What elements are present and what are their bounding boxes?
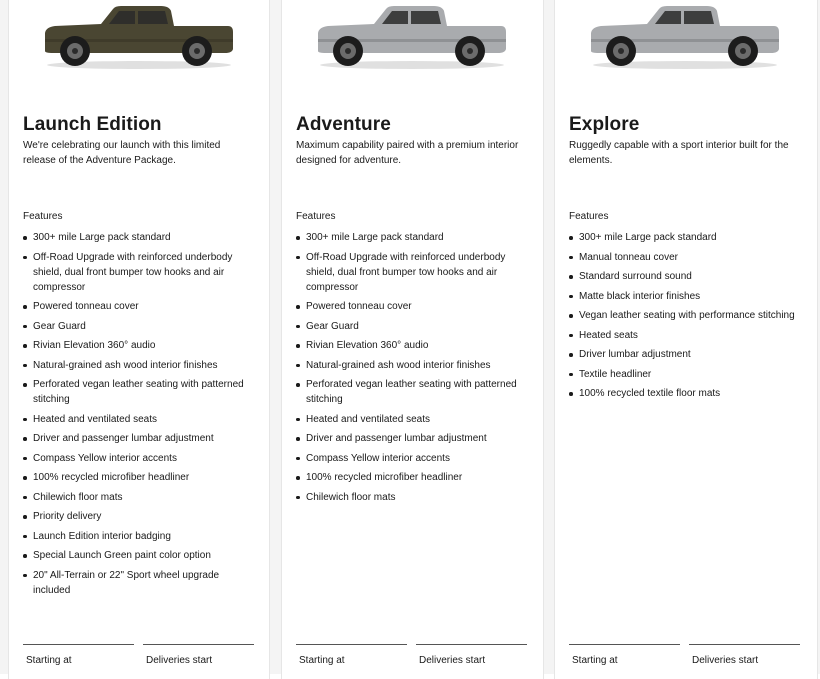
gutter [270,0,281,674]
trim-description: Maximum capability paired with a premium interior designed for adventure. [296,140,519,166]
feature-item: Perforated vegan leather seating with patterned stitching [296,377,532,407]
feature-item: 100% recycled microfiber headliner [23,470,259,485]
trim-title: Explore [569,114,640,135]
divider [569,644,680,645]
features-label: Features [296,211,336,222]
feature-item: Vegan leather seating with performance stitching [569,308,805,323]
features-list [569,230,805,406]
feature-item: Driver and passenger lumbar adjustment [296,431,532,446]
trim-title: Adventure [296,114,391,135]
delivery-info [689,644,800,666]
divider [689,644,800,645]
feature-item: Special Launch Green paint color option [23,548,259,563]
feature-item: Matte black interior finishes [569,289,805,304]
feature-item: Launch Edition interior badging [23,529,259,544]
feature-item: Priority delivery [23,509,259,524]
feature-item: Gear Guard [296,319,532,334]
delivery-info [143,644,254,666]
feature-item: Heated and ventilated seats [23,412,259,427]
feature-item: Manual tonneau cover [569,250,805,265]
deliveries-label: Deliveries start [419,655,486,666]
starting-label: Starting at [26,655,72,666]
features-label: Features [569,211,609,222]
deliveries-label: Deliveries start [146,655,213,666]
feature-item: 100% recycled textile floor mats [569,386,805,401]
divider [23,644,134,645]
feature-item: 300+ mile Large pack standard [23,230,259,245]
feature-item: Natural-grained ash wood interior finishes [23,358,259,373]
trim-description: Ruggedly capable with a sport interior built for the elements. [569,140,789,166]
feature-item: Rivian Elevation 360° audio [23,338,259,353]
feature-item: Off-Road Upgrade with reinforced underbody shield, dual front bumper tow hooks and air compressor [23,250,259,295]
feature-item: Textile headliner [569,367,805,382]
gutter [544,0,554,674]
feature-item: Off-Road Upgrade with reinforced underbody shield, dual front bumper tow hooks and air compressor [296,250,532,295]
starting-price [569,644,680,666]
deliveries-label: Deliveries start [692,655,759,666]
feature-item: 300+ mile Large pack standard [296,230,532,245]
feature-item: Gear Guard [23,319,259,334]
feature-item: Perforated vegan leather seating with patterned stitching [23,377,259,407]
feature-item: 20" All-Terrain or 22" Sport wheel upgrade included [23,568,259,598]
gutter [0,0,8,674]
feature-item: Heated seats [569,328,805,343]
features-list [296,230,532,509]
trim-title: Launch Edition [23,114,162,135]
feature-item: Compass Yellow interior accents [23,451,259,466]
feature-item: 300+ mile Large pack standard [569,230,805,245]
feature-item: Powered tonneau cover [23,299,259,314]
features-label: Features [23,211,63,222]
trim-card-adventure[interactable] [281,0,544,679]
starting-label: Starting at [572,655,618,666]
feature-item: Driver lumbar adjustment [569,347,805,362]
features-list [23,230,259,602]
feature-item: Natural-grained ash wood interior finishes [296,358,532,373]
feature-item: Heated and ventilated seats [296,412,532,427]
feature-item: Compass Yellow interior accents [296,451,532,466]
trim-card-launch-edition[interactable] [8,0,270,679]
truck-image [312,0,512,73]
truck-image [39,0,239,73]
truck-image [585,0,785,73]
feature-item: Rivian Elevation 360° audio [296,338,532,353]
trim-description: We're celebrating our launch with this limited release of the Adventure Package. [23,140,221,166]
trim-card-explore[interactable] [554,0,818,679]
starting-price [23,644,134,666]
starting-price [296,644,407,666]
delivery-info [416,644,527,666]
divider [143,644,254,645]
divider [296,644,407,645]
feature-item: 100% recycled microfiber headliner [296,470,532,485]
feature-item: Standard surround sound [569,269,805,284]
divider [416,644,527,645]
starting-label: Starting at [299,655,345,666]
feature-item: Chilewich floor mats [296,490,532,505]
feature-item: Chilewich floor mats [23,490,259,505]
feature-item: Driver and passenger lumbar adjustment [23,431,259,446]
feature-item: Powered tonneau cover [296,299,532,314]
